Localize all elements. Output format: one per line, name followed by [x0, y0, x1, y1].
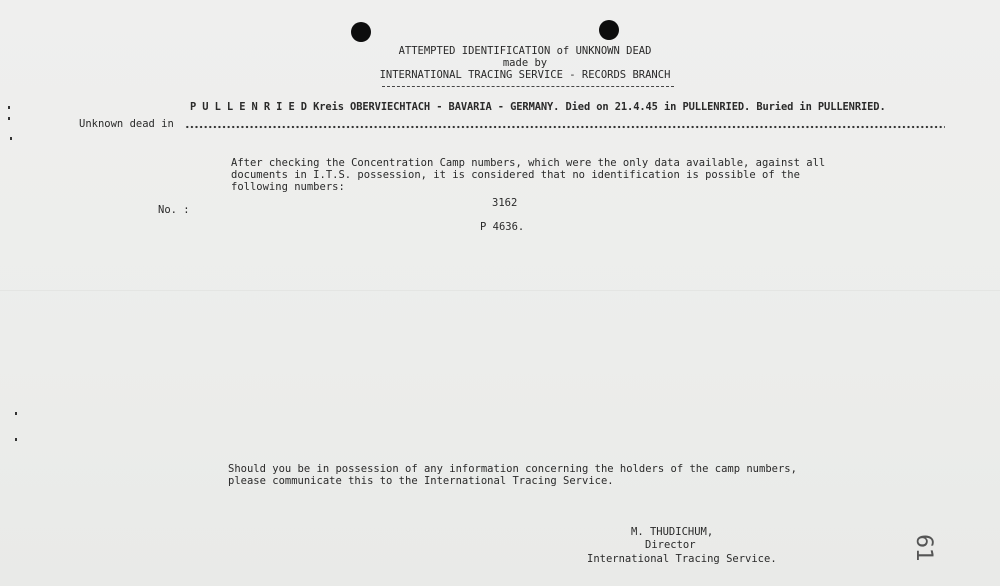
margin-mark	[8, 117, 10, 120]
header-underline	[382, 86, 674, 87]
organization-header: INTERNATIONAL TRACING SERVICE - RECORDS BRANCH	[379, 69, 671, 81]
body-paragraph-line-1: After checking the Concentration Camp numbers, which were the only data available, against all	[231, 157, 826, 169]
camp-number: 3162	[492, 197, 518, 209]
closing-paragraph-line-2: please communicate this to the International Tracing Service.	[228, 475, 614, 487]
dotted-leader-line	[185, 125, 945, 129]
location-line: P U L L E N R I E D Kreis OBERVIECHTACH - BAVARIA - GERMANY. Died on 21.4.45 in PULLENRIED. Buried in PULLENRIED.	[190, 101, 886, 113]
margin-mark	[15, 438, 17, 441]
punch-hole-left	[351, 22, 371, 42]
signatory-title: Director	[645, 539, 696, 551]
camp-number: P 4636.	[480, 221, 525, 233]
margin-mark	[10, 137, 12, 140]
numbers-label: No. :	[158, 204, 190, 216]
body-paragraph-line-3: following numbers:	[231, 181, 345, 193]
closing-paragraph-line-1: Should you be in possession of any information concerning the holders of the camp numbers,	[228, 463, 797, 475]
made-by-label: made by	[502, 57, 548, 69]
page-number: 61	[911, 534, 936, 562]
paper-fold	[0, 290, 1000, 291]
punch-hole-right	[599, 20, 619, 40]
margin-mark	[8, 106, 10, 109]
signatory-organization: International Tracing Service.	[587, 553, 777, 565]
unknown-dead-label: Unknown dead in	[79, 118, 174, 130]
body-paragraph-line-2: documents in I.T.S. possession, it is considered that no identification is possible of the	[231, 169, 800, 181]
document-title: ATTEMPTED IDENTIFICATION of UNKNOWN DEAD	[398, 45, 652, 57]
margin-mark	[15, 412, 17, 415]
signatory-name: M. THUDICHUM,	[631, 526, 714, 538]
